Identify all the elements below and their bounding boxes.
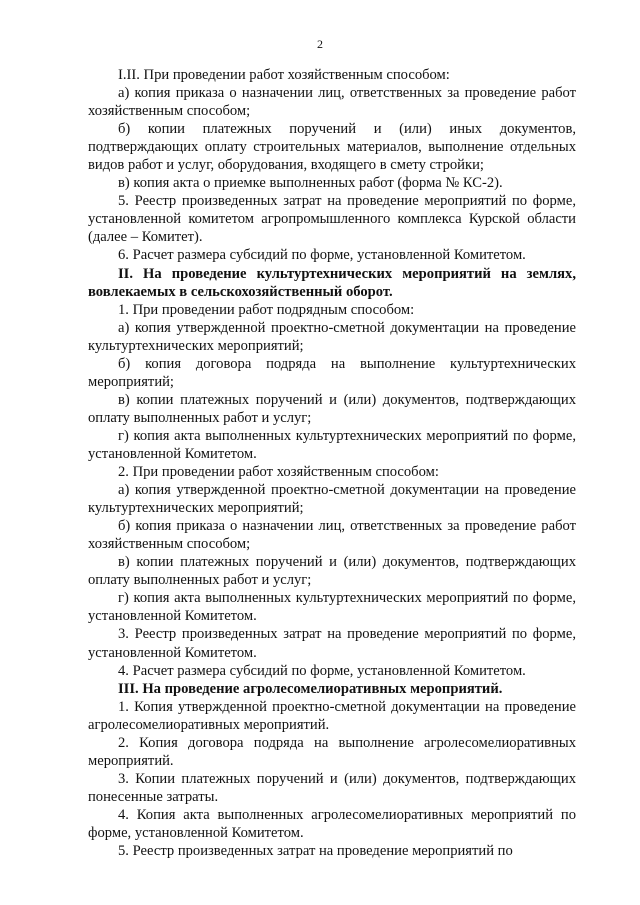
- paragraph: б) копии платежных поручений и (или) иных документов, подтверждающих оплату строительных материалов, выполнение отдельных видов работ и услуг, оборудования, входящего в смету стройки;: [88, 121, 576, 174]
- paragraph: 1. Копия утвержденной проектно-сметной документации на проведение агролесомелиоративных мероприятий.: [88, 698, 576, 733]
- paragraph: в) копии платежных поручений и (или) документов, подтверждающих оплату выполненных работ и услуг;: [88, 391, 576, 426]
- paragraph: 2. Копия договора подряда на выполнение агролесомелиоративных мероприятий.: [88, 734, 576, 769]
- paragraph: в) копия акта о приемке выполненных работ (форма № КС-2).: [118, 175, 503, 192]
- section-heading: II. На проведение культуртехнических мероприятий на землях, вовлекаемых в сельскохозяйственный оборот.: [88, 265, 576, 300]
- paragraph: а) копия утвержденной проектно-сметной документации на проведение культуртехнических мероприятий;: [88, 319, 576, 354]
- paragraph: 6. Расчет размера субсидий по форме, установленной Комитетом.: [118, 247, 526, 264]
- paragraph: 1. При проведении работ подрядным способом:: [118, 301, 415, 318]
- paragraph: а) копия утвержденной проектно-сметной документации на проведение культуртехнических мероприятий;: [88, 482, 576, 517]
- section-heading: III. На проведение агролесомелиоративных мероприятий.: [118, 680, 503, 697]
- document-body: [88, 66, 576, 860]
- paragraph: г) копия акта выполненных культуртехнических мероприятий по форме, установленной Комитетом.: [88, 590, 576, 625]
- page-number: 2: [317, 37, 323, 51]
- paragraph: 3. Копии платежных поручений и (или) документов, подтверждающих понесенные затраты.: [88, 770, 576, 805]
- paragraph: б) копия договора подряда на выполнение культуртехнических мероприятий;: [88, 355, 576, 390]
- paragraph: I.II. При проведении работ хозяйственным способом:: [118, 67, 450, 83]
- paragraph: 3. Реестр произведенных затрат на проведение мероприятий по форме, установленной Комитетом.: [88, 626, 576, 661]
- paragraph: 2. При проведении работ хозяйственным способом:: [118, 464, 439, 481]
- paragraph: б) копия приказа о назначении лиц, ответственных за проведение работ хозяйственным способом;: [88, 518, 576, 553]
- paragraph: 4. Копия акта выполненных агролесомелиоративных мероприятий по форме, установленной Комитетом.: [88, 806, 576, 841]
- paragraph: 4. Расчет размера субсидий по форме, установленной Комитетом.: [118, 662, 526, 679]
- paragraph: а) копия приказа о назначении лиц, ответственных за проведение работ хозяйственным способом;: [88, 85, 576, 120]
- paragraph: 5. Реестр произведенных затрат на проведение мероприятий по: [118, 843, 513, 860]
- paragraph: г) копия акта выполненных культуртехнических мероприятий по форме, установленной Комитетом.: [88, 427, 576, 462]
- paragraph: 5. Реестр произведенных затрат на проведение мероприятий по форме, установленной комитетом агропромышленного комплекса Курской области (далее – Комитет).: [88, 193, 576, 246]
- paragraph: в) копии платежных поручений и (или) документов, подтверждающих оплату выполненных работ и услуг;: [88, 554, 576, 589]
